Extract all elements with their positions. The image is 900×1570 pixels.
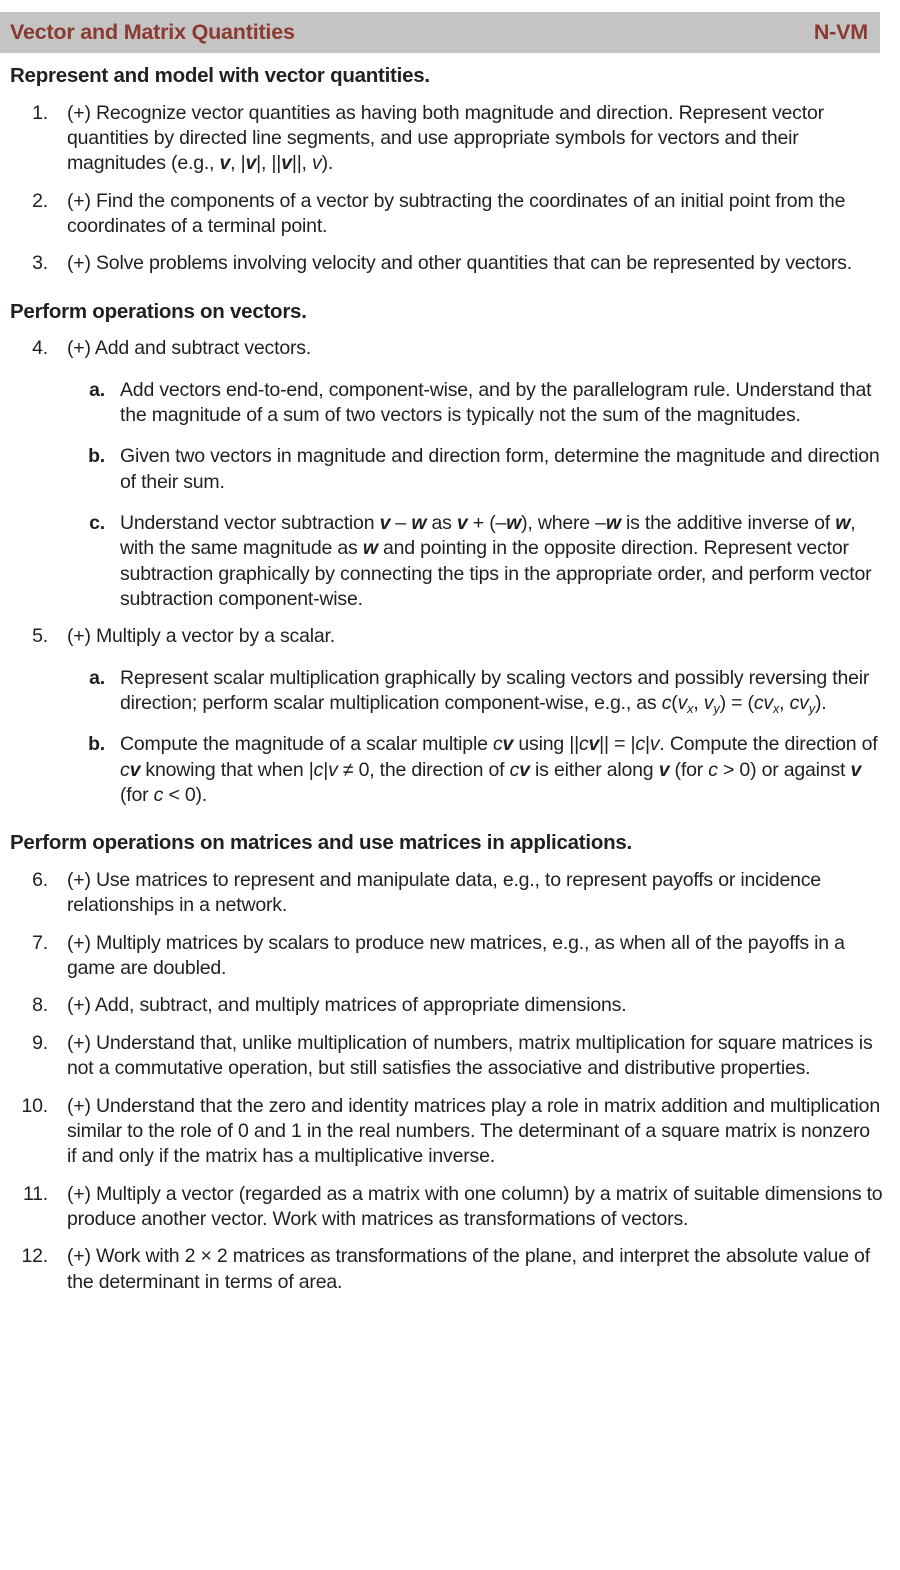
substandard-letter: b.: [88, 445, 105, 468]
standards-content: [0, 60, 900, 1295]
substandard-row: [0, 732, 900, 808]
standard-number: 7.: [32, 931, 48, 954]
standard-text: (+) Add, subtract, and multiply matrices of appropriate dimensions.: [67, 994, 627, 1017]
standard-text: (+) Use matrices to represent and manipulate data, e.g., to represent payoffs or incidence relationships in a network.: [67, 869, 821, 917]
cluster-heading: Perform operations on matrices and use matrices in applications.: [10, 831, 632, 855]
domain-title: Vector and Matrix Quantities: [10, 19, 295, 44]
standard-text: (+) Recognize vector quantities as having both magnitude and direction. Represent vector quantities by directed line segments, and use appropriate symbols for vectors and their magnitudes (e.g., v, |v|, ||v||, v).: [67, 101, 824, 175]
standard-number: 3.: [32, 252, 48, 275]
standard-row: [0, 624, 900, 649]
standards-list: [0, 868, 900, 1295]
standard-text: (+) Multiply a vector by a scalar.: [67, 625, 335, 648]
substandard-letter: c.: [89, 512, 105, 535]
standard-entry: [0, 251, 900, 276]
standard-entry: [0, 101, 900, 177]
domain-header-bar: [0, 12, 880, 53]
standard-number: 10.: [21, 1094, 48, 1117]
standard-text: (+) Add and subtract vectors.: [67, 337, 312, 360]
standard-text: (+) Understand that the zero and identity matrices play a role in matrix addition and multiplication similar to the role of 0 and 1 in the real numbers. The determinant of a square matrix is nonzero if and only if the matrix has a multiplicative inverse.: [67, 1094, 880, 1168]
standard-entry: [0, 336, 900, 612]
substandards-list: [0, 378, 900, 613]
standard-number: 6.: [32, 869, 48, 892]
standard-entry: [0, 868, 900, 919]
standard-number: 9.: [32, 1031, 48, 1054]
standards-list: [0, 336, 900, 808]
standard-entry: [0, 1031, 900, 1082]
standard-entry: [0, 1094, 900, 1170]
standard-text: (+) Understand that, unlike multiplication of numbers, matrix multiplication for square matrices is not a commutative operation, but still satisfies the associative and distributive properties.: [67, 1031, 873, 1080]
standard-entry: [0, 189, 900, 240]
cluster-heading: Represent and model with vector quantities.: [10, 64, 430, 87]
standard-entry: [0, 1244, 900, 1295]
substandard-text: Given two vectors in magnitude and direction form, determine the magnitude and direction of their sum.: [120, 445, 880, 493]
standard-number: 2.: [32, 189, 48, 212]
cluster-heading: Perform operations on vectors.: [10, 299, 307, 323]
standard-row: [0, 101, 900, 177]
standard-row: [0, 251, 900, 276]
domain-code: N-VM: [813, 19, 868, 44]
standard-number: 1.: [32, 101, 48, 124]
substandard-text: Understand vector subtraction v – w as v + (–w), where –w is the additive inverse of w, with the same magnitude as w and pointing in the opposite direction. Represent vector subtraction graphically by connecting the tips in the appropriate order, and perform vector subtraction component-wise.: [120, 512, 872, 611]
substandard-row: [0, 444, 900, 495]
standard-entry: [0, 1182, 900, 1233]
standard-entry: [0, 993, 900, 1018]
standard-number: 8.: [32, 994, 48, 1017]
standard-row: [0, 931, 900, 982]
standard-text: (+) Multiply a vector (regarded as a matrix with one column) by a matrix of suitable dimensions to produce another vector. Work with matrices as transformations of vectors.: [67, 1182, 883, 1230]
standard-text: (+) Solve problems involving velocity and other quantities that can be represented by vectors.: [67, 252, 852, 275]
standard-row: [0, 1182, 900, 1233]
standard-text: (+) Find the components of a vector by subtracting the coordinates of an initial point from the coordinates of a terminal point.: [67, 189, 846, 237]
standard-row: [0, 868, 900, 919]
standard-number: 4.: [32, 337, 48, 360]
standard-number: 5.: [32, 625, 48, 648]
substandard-letter: a.: [89, 378, 105, 401]
substandard-row: [0, 511, 900, 612]
standard-entry: [0, 931, 900, 982]
substandard-letter: a.: [89, 666, 105, 689]
substandard-text: Compute the magnitude of a scalar multiple cv using ||cv|| = |c|v. Compute the direction of cv knowing that when |c|v ≠ 0, the direction of cv is either along v (for c > 0) or against v (for c < 0).: [120, 733, 878, 807]
standard-entry: [0, 624, 900, 808]
standard-row: [0, 189, 900, 240]
substandard-letter: b.: [88, 733, 105, 756]
standard-row: [0, 1094, 900, 1170]
standard-number: 11.: [22, 1182, 48, 1205]
substandard-row: [0, 666, 900, 717]
standard-row: [0, 336, 900, 361]
standard-number: 12.: [21, 1245, 48, 1268]
standard-row: [0, 993, 900, 1018]
substandard-text: Add vectors end-to-end, component-wise, and by the parallelogram rule. Understand that the magnitude of a sum of two vectors is typically not the sum of the magnitudes.: [120, 378, 872, 426]
standard-text: (+) Multiply matrices by scalars to produce new matrices, e.g., as when all of the payoffs in a game are doubled.: [67, 931, 845, 980]
standard-text: (+) Work with 2 × 2 matrices as transformations of the plane, and interpret the absolute value of the determinant in terms of area.: [67, 1245, 870, 1293]
substandards-list: [0, 666, 900, 809]
substandard-row: [0, 378, 900, 429]
standard-row: [0, 1031, 900, 1082]
standards-list: [0, 101, 900, 277]
standard-row: [0, 1244, 900, 1295]
substandard-text: Represent scalar multiplication graphically by scaling vectors and possibly reversing their direction; perform scalar multiplication component-wise, e.g., as $c(v_x$, $v_y) = (cv_x$, $cv_y$).: [120, 666, 870, 716]
